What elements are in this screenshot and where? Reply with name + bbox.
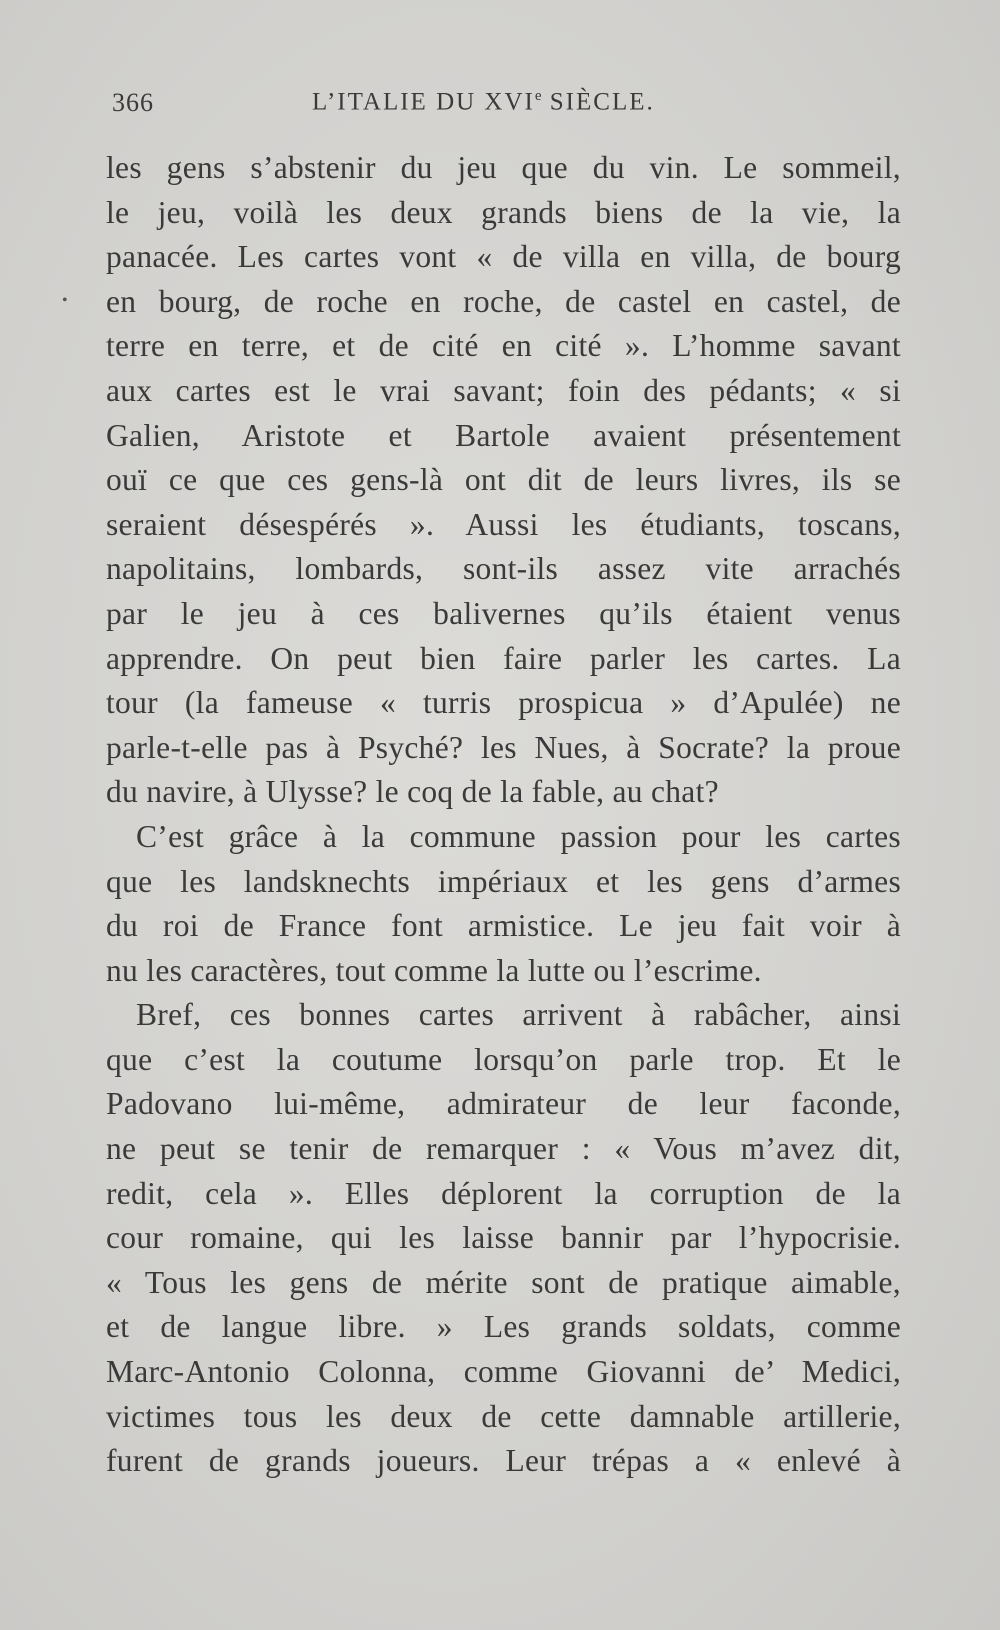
- text-line: aux cartes est le vrai savant; foin des pédants; « si: [106, 372, 901, 408]
- text-line: du roi de France font armistice. Le jeu fait voir à: [106, 908, 901, 944]
- margin-mark: •: [62, 292, 68, 309]
- running-head-end: SIÈCLE.: [541, 88, 655, 116]
- text-line: du navire, à Ulysse? le coq de la fable, au chat?: [106, 774, 719, 810]
- running-head-superscript: e: [534, 88, 542, 104]
- text-line: seraient désespérés ». Aussi les étudiants, toscans,: [106, 506, 901, 542]
- running-head: [312, 88, 655, 116]
- text-line: tour (la fameuse « turris prospicua » d’Apulée) ne: [106, 685, 901, 721]
- text-line: apprendre. On peut bien faire parler les cartes. La: [106, 640, 901, 676]
- text-line: C’est grâce à la commune passion pour les cartes: [136, 818, 901, 854]
- text-line: « Tous les gens de mérite sont de pratique aimable,: [106, 1264, 901, 1300]
- text-line: parle-t-elle pas à Psyché? les Nues, à Socrate? la proue: [106, 729, 901, 765]
- text-line: panacée. Les cartes vont « de villa en villa, de bourg: [106, 239, 901, 275]
- text-line: victimes tous les deux de cette damnable artillerie,: [106, 1398, 901, 1434]
- text-line: Bref, ces bonnes cartes arrivent à rabâcher, ainsi: [136, 997, 901, 1033]
- text-line: terre en terre, et de cité en cité ». L’homme savant: [106, 328, 901, 364]
- text-line: Padovano lui-même, admirateur de leur faconde,: [106, 1086, 901, 1122]
- text-line: furent de grands joueurs. Leur trépas a « enlevé à: [106, 1443, 901, 1479]
- body-text: [106, 146, 901, 1484]
- page-header: [112, 88, 900, 128]
- text-line: redit, cela ». Elles déplorent la corruption de la: [106, 1175, 901, 1211]
- running-head-main: L’ITALIE DU XVI: [312, 88, 535, 116]
- text-line: cour romaine, qui les laisse bannir par l’hypocrisie.: [106, 1220, 901, 1256]
- text-line: Marc-Antonio Colonna, comme Giovanni de’ Medici,: [106, 1354, 901, 1390]
- text-line: ne peut se tenir de remarquer : « Vous m’avez dit,: [106, 1131, 901, 1167]
- text-line: Galien, Aristote et Bartole avaient présentement: [106, 417, 901, 453]
- text-line: que c’est la coutume lorsqu’on parle trop. Et le: [106, 1041, 901, 1077]
- text-line: que les landsknechts impériaux et les gens d’armes: [106, 863, 901, 899]
- text-line: le jeu, voilà les deux grands biens de la vie, la: [106, 194, 901, 230]
- text-line: et de langue libre. » Les grands soldats, comme: [106, 1309, 901, 1345]
- text-line: par le jeu à ces balivernes qu’ils étaient venus: [106, 595, 901, 631]
- text-line: en bourg, de roche en roche, de castel en castel, de: [106, 283, 901, 319]
- text-line: ouï ce que ces gens-là ont dit de leurs livres, ils se: [106, 462, 901, 498]
- text-line: nu les caractères, tout comme la lutte ou l’escrime.: [106, 952, 762, 988]
- text-line: les gens s’abstenir du jeu que du vin. Le sommeil,: [106, 150, 901, 185]
- page-number: 366: [112, 88, 154, 117]
- text-line: napolitains, lombards, sont-ils assez vite arrachés: [106, 551, 901, 587]
